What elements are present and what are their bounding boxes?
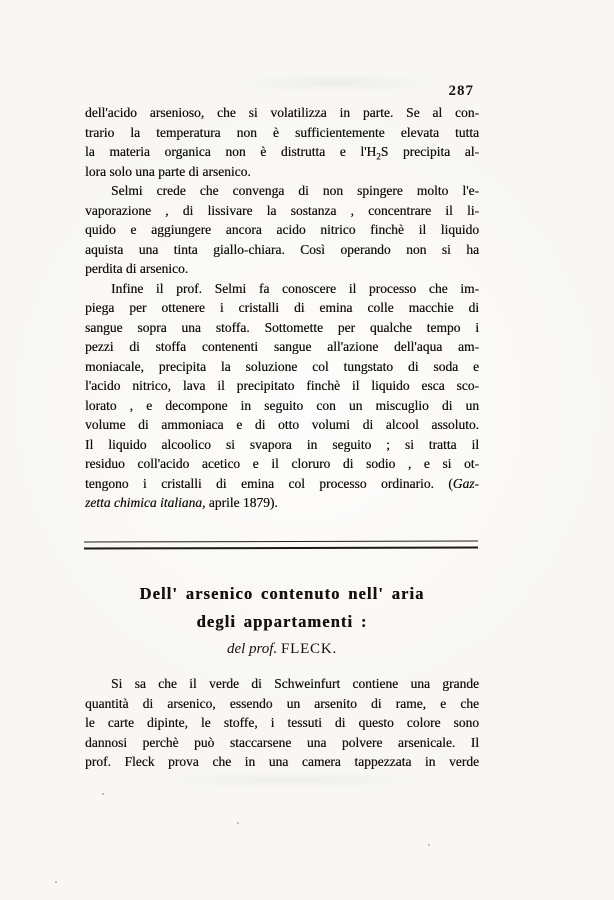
byline-author-name: FLECK. <box>280 641 338 657</box>
text-line: piega per ottenere i cristalli di emina colle macchie di <box>85 300 479 315</box>
scan-speck <box>428 844 430 846</box>
page-number: 287 <box>448 83 474 99</box>
text-line: le carte dipinte, le stoffe, i tessuti di questo colore sono <box>85 715 479 730</box>
paragraph <box>85 103 479 181</box>
scan-speck <box>55 881 57 883</box>
article-title-line1: Dell' arsenico contenuto nell' aria <box>139 584 425 603</box>
text-line: vaporazione , di lissivare la sostanza , concentrare il li- <box>85 202 479 218</box>
text-line: moniacale, precipita la soluzione col tungstato di soda e <box>85 358 479 374</box>
text-line: volume di ammoniaca e di otto volumi di alcool assoluto. <box>85 417 479 432</box>
section-divider-double-rule <box>84 540 478 549</box>
text-line: Infine il prof. Selmi fa conoscere il processo che im- <box>111 280 479 296</box>
text-line: quido e aggiungere ancora acido nitrico finchè il liquido <box>85 222 479 237</box>
text-line: prof. Fleck prova che in una camera tappezzata in verde <box>85 754 479 769</box>
text-line: l'acido nitrico, lava il precipitato finchè il liquido esca sco- <box>85 378 479 393</box>
paragraph <box>85 279 479 513</box>
text-line: residuo coll'acido acetico e il cloruro di sodio , e si ot- <box>85 456 479 471</box>
text-line: lora solo una parte di arsenico. <box>85 163 251 179</box>
text-line: dell'acido arsenioso, che si volatilizza in parte. Se al con- <box>85 105 479 120</box>
text-line: perdita di arsenico. <box>85 261 189 276</box>
text-line: dannosi perchè può staccarsene una polvere arsenicale. Il <box>85 734 479 750</box>
text-line: aquista una tinta giallo-chiara. Così operando non si ha <box>85 241 479 257</box>
text-line: pezzi di stoffa contenenti sangue all'azione dell'aqua am- <box>85 339 479 354</box>
text-line: lorato , e decompone in seguito con un miscuglio di un <box>85 397 479 413</box>
text-line: zetta chimica italiana, aprile 1879). <box>85 495 278 510</box>
text-line: la materia organica non è distrutta e $l'H_2S$ precipita al- <box>85 144 479 162</box>
article-selmi-arsenic-text <box>85 103 479 513</box>
paragraph <box>85 181 479 279</box>
text-line: sangue sopra una stoffa. Sottomette per qualche tempo i <box>85 319 479 335</box>
scan-speck <box>237 822 239 824</box>
article-byline <box>85 636 479 662</box>
article-heading <box>85 580 479 662</box>
text-line: trario la temperatura non è sufficientemente elevata tutta <box>85 124 479 140</box>
scan-speck <box>102 793 104 795</box>
text-line: Il liquido alcoolico si svapora in seguito ; si tratta il <box>85 436 479 452</box>
byline-prefix: del prof. <box>226 641 278 657</box>
article-title-line2: degli appartamenti : <box>196 612 368 631</box>
text-line: tengono i cristalli di emina col processo ordinario. (Gaz- <box>85 475 479 491</box>
text-line: Selmi crede che convenga di non spingere molto l'e- <box>111 183 479 198</box>
text-line: quantità di arsenico, essendo un arsenito di rame, e che <box>85 695 479 711</box>
article-fleck-arsenic-text <box>85 674 479 772</box>
paragraph <box>85 674 479 772</box>
text-line: Si sa che il verde di Schweinfurt contiene una grande <box>111 676 479 691</box>
